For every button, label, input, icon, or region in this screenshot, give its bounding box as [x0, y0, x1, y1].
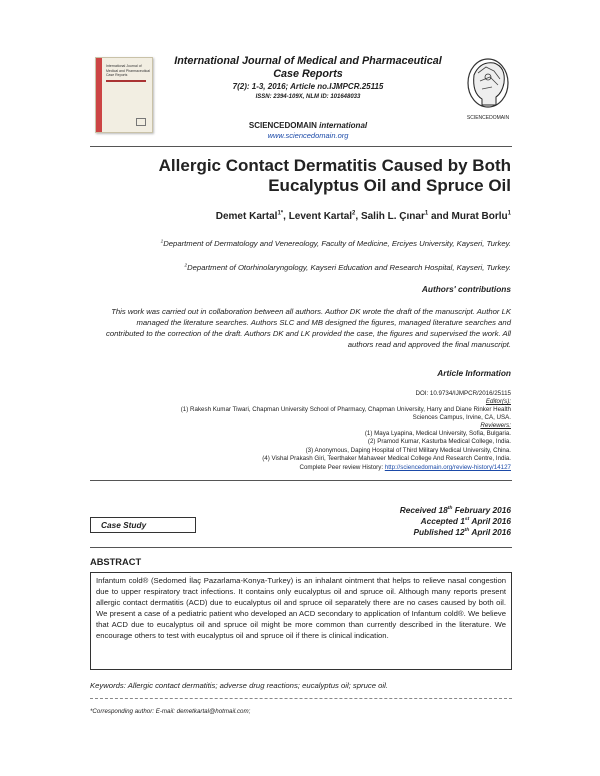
article-dates — [300, 505, 511, 538]
contributions-heading: Authors' contributions — [421, 284, 511, 294]
footnote-divider — [90, 698, 512, 699]
logo-text: SCIENCEDOMAIN — [466, 115, 510, 121]
reviewer-3: (3) Anonymous, Daping Hospital of Third Military Medical University, China. — [305, 447, 511, 454]
received-date: Received 18th February 2016 — [399, 505, 511, 515]
abstract-text: Infantum cold® (Sedomed İlaç Pazarlama-Konya-Turkey) is an inhalant ointment that helps to relieve nasal congestion due to upper respiratory tract infections. It contains only eucalyptus oil and spruce oil. Although many reports present allergic contact dermatitis (ACD) due to eucalyptus oil and spruce oil separately there are no cases caused by both oil. We present a case of a pediatric patient who developed an ACD secondary to application of Infantum cold®. We believe that ACD due to eucalyptus oil and spruce oil might be more common than currently described in the literature. We encourage others to test with eucalyptus oil and spruce oil if there is clinical indication. — [90, 572, 512, 670]
corresponding-author: *Corresponding author: E-mail: demetkartal@hotmail.com; — [90, 708, 251, 715]
doi: DOI: 10.9734/IJMPCR/2016/25115 — [415, 390, 511, 397]
header-divider — [90, 146, 512, 147]
reviewer-4: (4) Vishal Prakash Giri, Teerthaker Mahaveer Medical College And Research Centre, India. — [262, 455, 511, 462]
article-title: Allergic Contact Dermatitis Caused by Both Eucalyptus Oil and Spruce Oil — [158, 156, 511, 195]
editor-1-line2: Sciences Campus, Irvine, CA, USA. — [412, 414, 511, 421]
dates-divider — [90, 547, 512, 548]
cover-title: International Journal of Medical and Pharmaceutical Case Reports — [106, 64, 150, 77]
reviewer-2: (2) Pramod Kumar, Kasturba Medical College, India. — [367, 438, 511, 445]
peer-review-history: Complete Peer review History: http://sciencedomain.org/review-history/14127 — [299, 464, 511, 471]
reviewers-label: Reviewers: — [480, 422, 511, 429]
contributions-text: This work was carried out in collaboration between all authors. Author DK wrote the draft of the manuscript. Author LK managed the literature searches. Authors SLC and MB designed the figures, managed literature searches and contributed to the correction of the draft. Authors DK and LK provided the case, the figures and supervised the work. All authors read and approved the final manuscript. — [106, 307, 511, 349]
publisher-name: SCIENCEDOMAIN international — [248, 121, 368, 130]
article-type-badge: Case Study — [90, 517, 196, 533]
editor-1-line1: (1) Rakesh Kumar Tiwari, Chapman University School of Pharmacy, Chapman University, Harry and Diane Rinker Health — [180, 406, 511, 413]
publisher-logo — [460, 53, 516, 125]
affiliation-2: $^2$Department of Otorhinolaryngology, Kayseri Education and Research Hospital, Kayseri, Turkey. — [184, 262, 511, 272]
journal-issn: ISSN: 2394-109X, NLM ID: 101648033 — [255, 94, 361, 100]
article-info-heading: Article Information — [437, 368, 511, 378]
keywords: Keywords: Allergic contact dermatitis; adverse drug reactions; eucalyptus oil; spruce oil. — [90, 681, 388, 690]
author-list: Demet Kartal$^{1*}$, Levent Kartal$^2$, Salih L. Çınar$^1$ and Murat Borlu$^1$ — [215, 210, 511, 222]
affiliation-1: $^1$Department of Dermatology and Venereology, Faculty of Medicine, Erciyes University, Kayseri, Turkey. — [160, 238, 511, 248]
journal-cover-thumbnail — [95, 57, 153, 133]
abstract-heading: ABSTRACT — [90, 557, 142, 567]
publisher-url[interactable]: www.sciencedomain.org — [267, 131, 349, 140]
accepted-date: Accepted 1st April 2016 — [420, 516, 511, 526]
reviewer-1: (1) Maya Lyapina, Medical University, Sofia, Bulgaria. — [364, 430, 511, 437]
published-date: Published 12th April 2016 — [413, 527, 511, 537]
peer-review-link[interactable]: http://sciencedomain.org/review-history/14127 — [384, 464, 511, 471]
journal-volume: 7(2): 1-3, 2016; Article no.IJMPCR.25115 — [232, 82, 384, 91]
editors-label: Editor(s): — [485, 398, 511, 405]
info-divider — [90, 480, 512, 481]
journal-name: International Journal of Medical and Pharmaceutical Case Reports — [174, 55, 442, 80]
